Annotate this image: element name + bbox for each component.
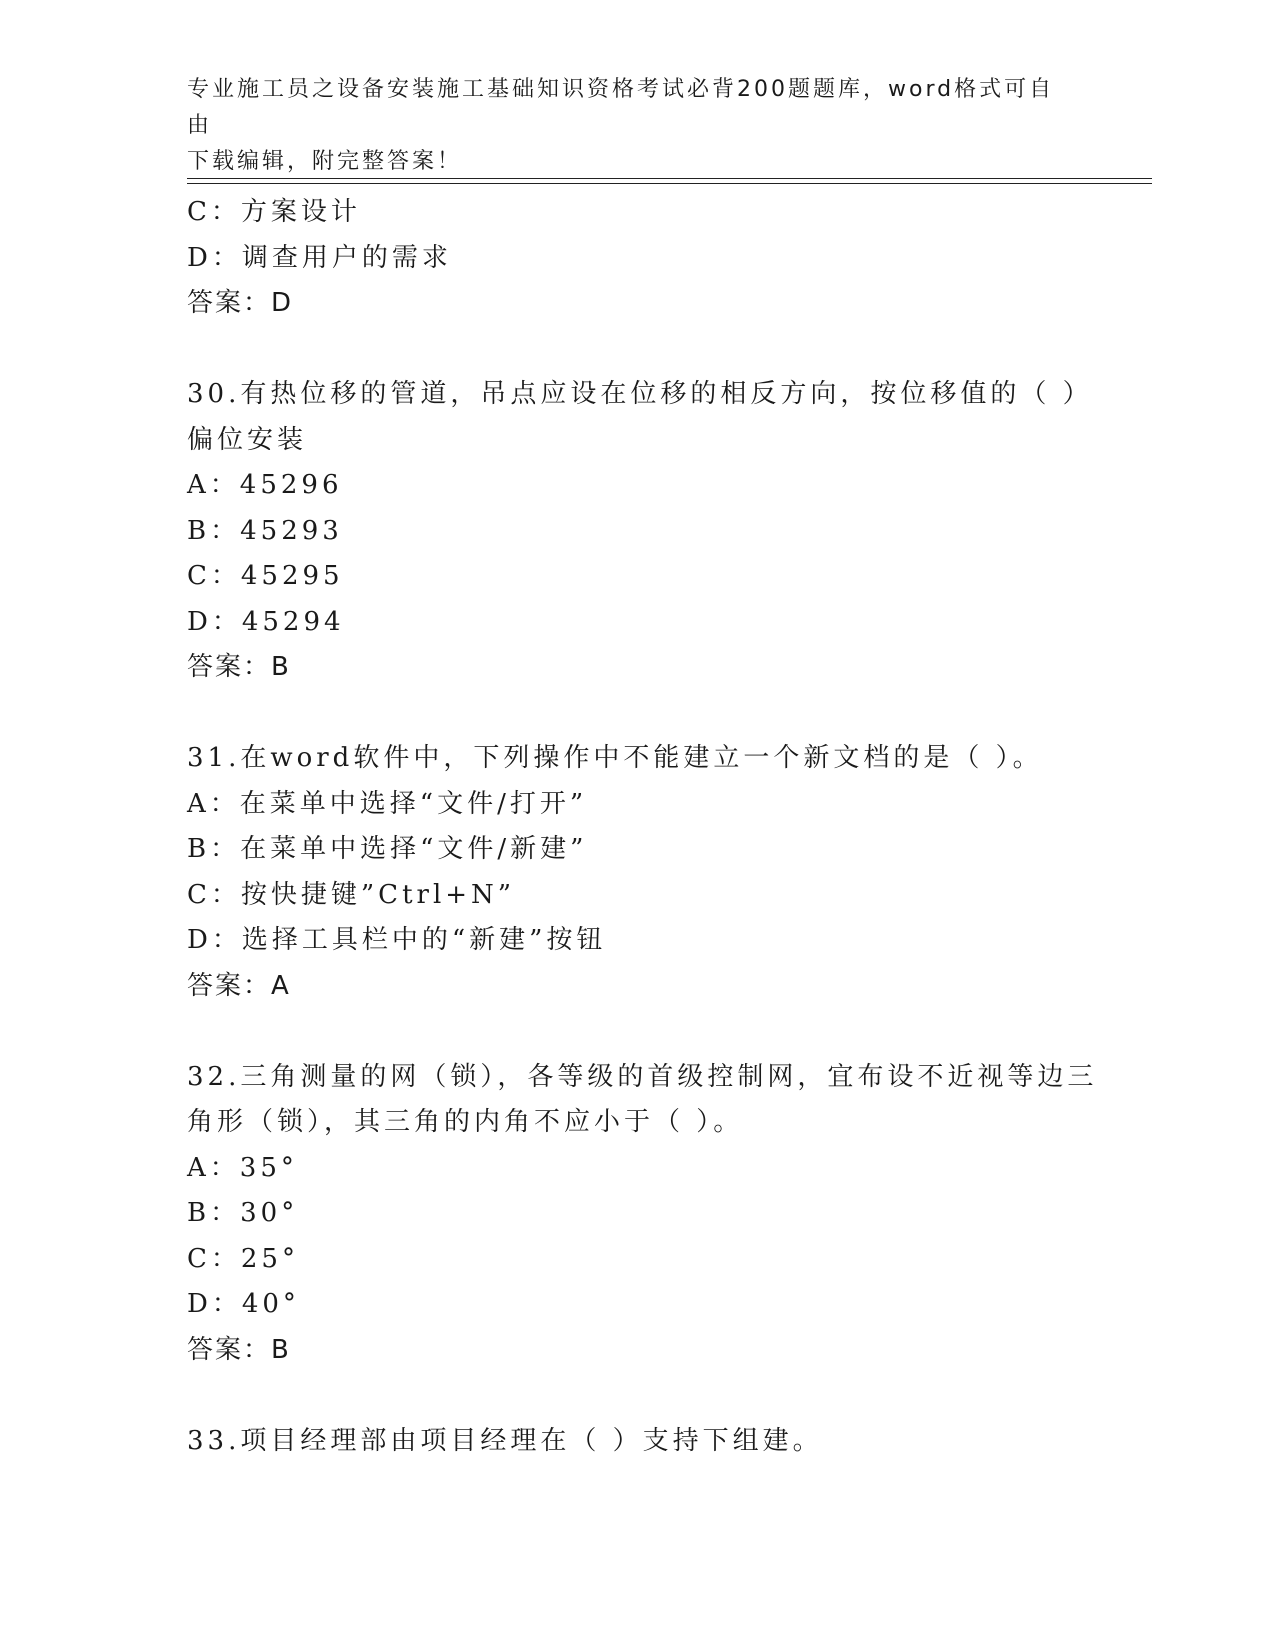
option-d: D：选择工具栏中的“新建”按钮: [187, 925, 607, 955]
option-d: D：调查用户的需求: [187, 242, 452, 273]
spacer: [187, 1009, 1087, 1055]
question-text-line-1: 31.在word软件中，下列操作中不能建立一个新文档的是（ ）。: [187, 743, 1043, 773]
spacer: [187, 691, 1087, 737]
option-a: A：35°: [187, 1152, 298, 1183]
answer-line: 答案：A: [187, 970, 291, 1001]
option-b: B：30°: [187, 1198, 299, 1228]
question-block-32: [187, 1055, 1098, 1374]
question-block-31: [187, 736, 1087, 1009]
option-c: C：按快捷键”Ctrl+N”: [187, 879, 516, 910]
question-text-line-2: 角形（锁），其三角的内角不应小于（ ）。: [187, 1107, 744, 1137]
option-d: D：40°: [187, 1289, 300, 1319]
option-c: C：45295: [187, 561, 344, 591]
question-block-29: [187, 190, 1087, 327]
spacer: [187, 327, 1087, 373]
question-text-line-1: 33.项目经理部由项目经理在（ ）支持下组建。: [187, 1425, 823, 1456]
header-title-line-2: 下载编辑，附完整答案！: [187, 149, 463, 174]
question-text-line-2: 偏位安装: [187, 424, 308, 455]
question-text-line-1: 32.三角测量的网（锁），各等级的首级控制网，宜布设不近视等边三: [187, 1061, 1098, 1092]
option-a: A：45296: [187, 470, 343, 500]
question-text-line-1: 30.有热位移的管道，吊点应设在位移的相反方向，按位移值的（ ）: [187, 379, 1093, 409]
header-title-line-1: 专业施工员之设备安装施工基础知识资格考试必背200题题库，word格式可自由: [187, 77, 1055, 138]
document-header: [187, 72, 1067, 180]
header-divider-bottom: [187, 183, 1152, 184]
question-block-33: [187, 1419, 1087, 1465]
option-b: B：45293: [187, 515, 343, 546]
option-c: C：25°: [187, 1243, 299, 1274]
answer-line: 答案：B: [187, 652, 291, 682]
answer-line: 答案：B: [187, 1334, 291, 1365]
question-block-30: [187, 372, 1093, 691]
option-b: B：在菜单中选择“文件/新建”: [187, 834, 588, 864]
option-a: A：在菜单中选择“文件/打开”: [187, 788, 588, 819]
option-d: D：45294: [187, 606, 345, 637]
header-divider-top: [187, 178, 1152, 179]
answer-line: 答案：D: [187, 288, 294, 318]
document-body: [187, 190, 1098, 1464]
spacer: [187, 1373, 1087, 1419]
option-c: C：方案设计: [187, 197, 361, 227]
